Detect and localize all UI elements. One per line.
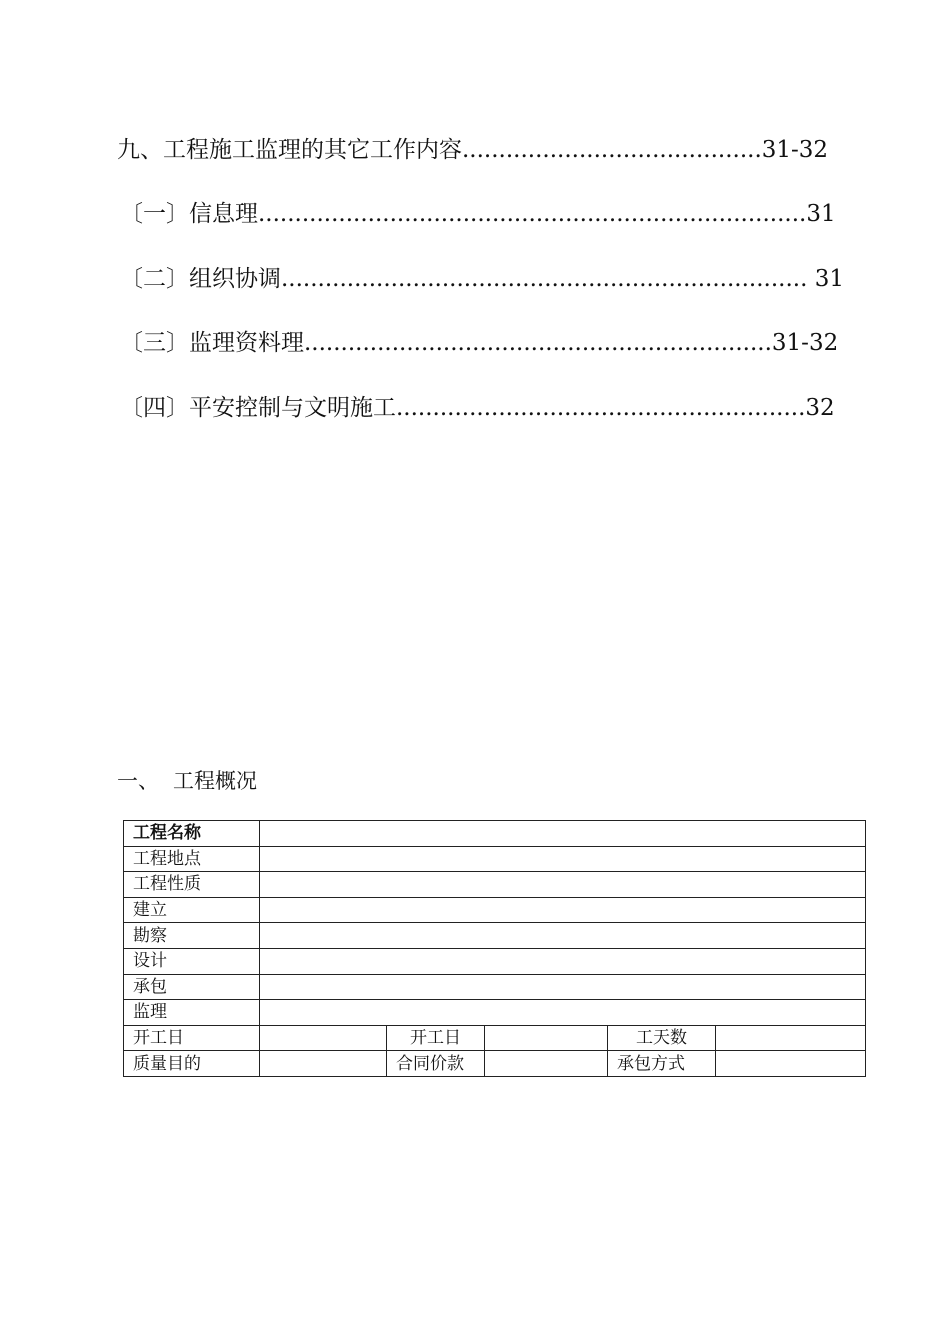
row-label: 质量目的: [124, 1051, 260, 1077]
row-label: 工程性质: [124, 872, 260, 898]
row-label: 合同价款: [387, 1051, 485, 1077]
value-cell[interactable]: [716, 1051, 866, 1077]
value-cell[interactable]: [260, 1051, 387, 1077]
toc-page: 31-32: [771, 330, 839, 356]
row-label: 承包方式: [608, 1051, 716, 1077]
table-row: [124, 1025, 866, 1051]
row-label: 开工日: [387, 1025, 485, 1051]
value-cell[interactable]: [260, 1000, 866, 1026]
project-info-table: [123, 820, 866, 1077]
table-row: [124, 923, 866, 949]
toc-entry[interactable]: [117, 136, 828, 164]
table-row: [124, 948, 866, 974]
toc-entry[interactable]: [120, 329, 838, 357]
toc-leader: ................................................................: [304, 330, 772, 356]
value-cell[interactable]: [485, 1051, 608, 1077]
table-row: [124, 872, 866, 898]
row-label: 勘察: [124, 923, 260, 949]
value-cell[interactable]: [716, 1025, 866, 1051]
toc-entry-title: 〔四〕平安控制与文明施工: [120, 395, 396, 421]
table-row: [124, 1000, 866, 1026]
value-cell[interactable]: [260, 1025, 387, 1051]
value-cell[interactable]: [485, 1025, 608, 1051]
row-label: 建立: [124, 897, 260, 923]
value-cell[interactable]: [260, 974, 866, 1000]
toc-entry[interactable]: [120, 265, 844, 293]
toc-page: 31: [806, 201, 836, 227]
row-label: 工程地点: [124, 846, 260, 872]
toc-leader: .........................................: [462, 137, 762, 163]
row-label: 开工日: [124, 1025, 260, 1051]
row-label: 承包: [124, 974, 260, 1000]
toc-leader: ........................................................................: [281, 266, 808, 292]
toc-leader: ...........................................................................: [258, 201, 807, 227]
toc-entry-title: 〔三〕监理资料理: [120, 330, 304, 356]
toc-page: 31-32: [761, 137, 829, 163]
toc-entry-title: 〔二〕组织协调: [120, 266, 281, 292]
value-cell[interactable]: [260, 846, 866, 872]
toc-leader: ........................................................: [396, 395, 806, 421]
value-cell[interactable]: [260, 948, 866, 974]
toc-entry[interactable]: [120, 200, 836, 228]
table-row: [124, 846, 866, 872]
row-label: 工程名称: [124, 821, 260, 847]
toc-page: 31: [807, 266, 844, 292]
section-heading: [117, 767, 257, 795]
row-label: 工天数: [608, 1025, 716, 1051]
row-label: 设计: [124, 948, 260, 974]
row-label: 监理: [124, 1000, 260, 1026]
value-cell[interactable]: [260, 897, 866, 923]
value-cell[interactable]: [260, 821, 866, 847]
toc-entry-title: 〔一〕信息理: [120, 201, 258, 227]
table-row: [124, 1051, 866, 1077]
value-cell[interactable]: [260, 872, 866, 898]
section-title: 工程概况: [173, 769, 257, 793]
table-row: [124, 897, 866, 923]
toc-page: 32: [805, 395, 835, 421]
table-row: [124, 974, 866, 1000]
toc-entry[interactable]: [120, 394, 835, 422]
value-cell[interactable]: [260, 923, 866, 949]
table-row: [124, 821, 866, 847]
section-number: 一、: [117, 769, 159, 793]
toc-entry-title: 九、工程施工监理的其它工作内容: [117, 137, 462, 163]
